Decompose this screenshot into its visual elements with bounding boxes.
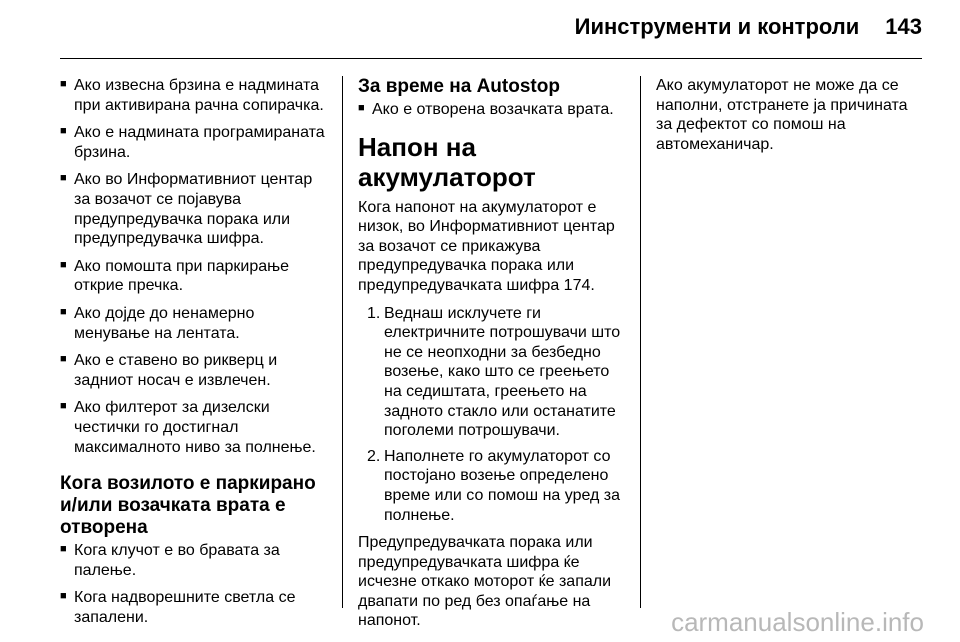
battery-fault-text: Ако акумулаторот не може да се наполни, отстранете ја причината за дефектот со помош на автомеханичар. [656,77,908,153]
list-item: ■ Ако е отворена возачката врата. [358,100,630,120]
list-item: ■ Ако дојде до ненамерно менување на лентата. [60,304,330,343]
section-heading-autostop: За време на Autostop [358,76,560,97]
column-divider [342,76,343,608]
step-item [358,304,630,441]
step-number: 2. [367,447,381,465]
warning-list-bottom [60,541,330,627]
autostop-list [358,100,630,120]
page-title: Иинструменти и контроли [574,14,860,39]
section-heading-parked: Кога возилото е паркирано и/или возачката врата е отворена [60,473,316,539]
warning-list-top [60,76,330,457]
battery-intro: Кога напонот на акумулаторот е низок, во Информативниот центар за возачот се прикажува предупредувачка порака или предупредувачката шифра 174. [358,198,615,294]
step-text: Наполнете го акумулаторот со постојано возење определено време или со помош на уред за полнење. [384,447,621,524]
list-item: ■ Ако извесна брзина е надмината при активирана рачна сопирачка. [60,76,330,115]
step-number: 1. [367,304,381,322]
list-item: ■ Кога надворешните светла се запалени. [60,588,330,627]
list-item: ■ Ако помошта при паркирање открие пречка. [60,257,330,296]
list-item: ■ Ако филтерот за дизелски честички го достигнал максималното ниво за полнење. [60,398,330,457]
list-item: ■ Ако е ставено во рикверц и задниот носач е извлечен. [60,351,330,390]
column-middle [358,76,630,639]
column-left [60,76,330,635]
column-divider [640,76,641,608]
column-right [656,76,922,162]
header-rule [60,58,922,59]
list-item: ■ Ако во Информативниот центар за возачот се појавува предупредувачка порака или предупредувачка шифра. [60,170,330,248]
step-item [358,447,630,525]
step-text: Веднаш исклучете ги електричните потрошувачи што не се неопходни за безбедно возење, како што се греењето на седиштата, греењето на задното стакло или останатите поголеми потрошувачи. [384,304,621,440]
page-header [575,14,922,40]
list-item: ■ Ако е надмината програмираната брзина. [60,123,330,162]
watermark-text: carmanualsonline.info [671,607,924,637]
section-heading-battery: Напон на акумулаторот [358,131,536,192]
battery-steps [358,304,630,526]
page-number: 143 [885,14,922,39]
list-item: ■ Кога клучот е во бравата за палење. [60,541,330,580]
battery-outro: Предупредувачката порака или предупредувачката шифра ќе исчезне откако моторот ќе запали двапати по ред без опаѓање на напонот. [358,534,612,630]
